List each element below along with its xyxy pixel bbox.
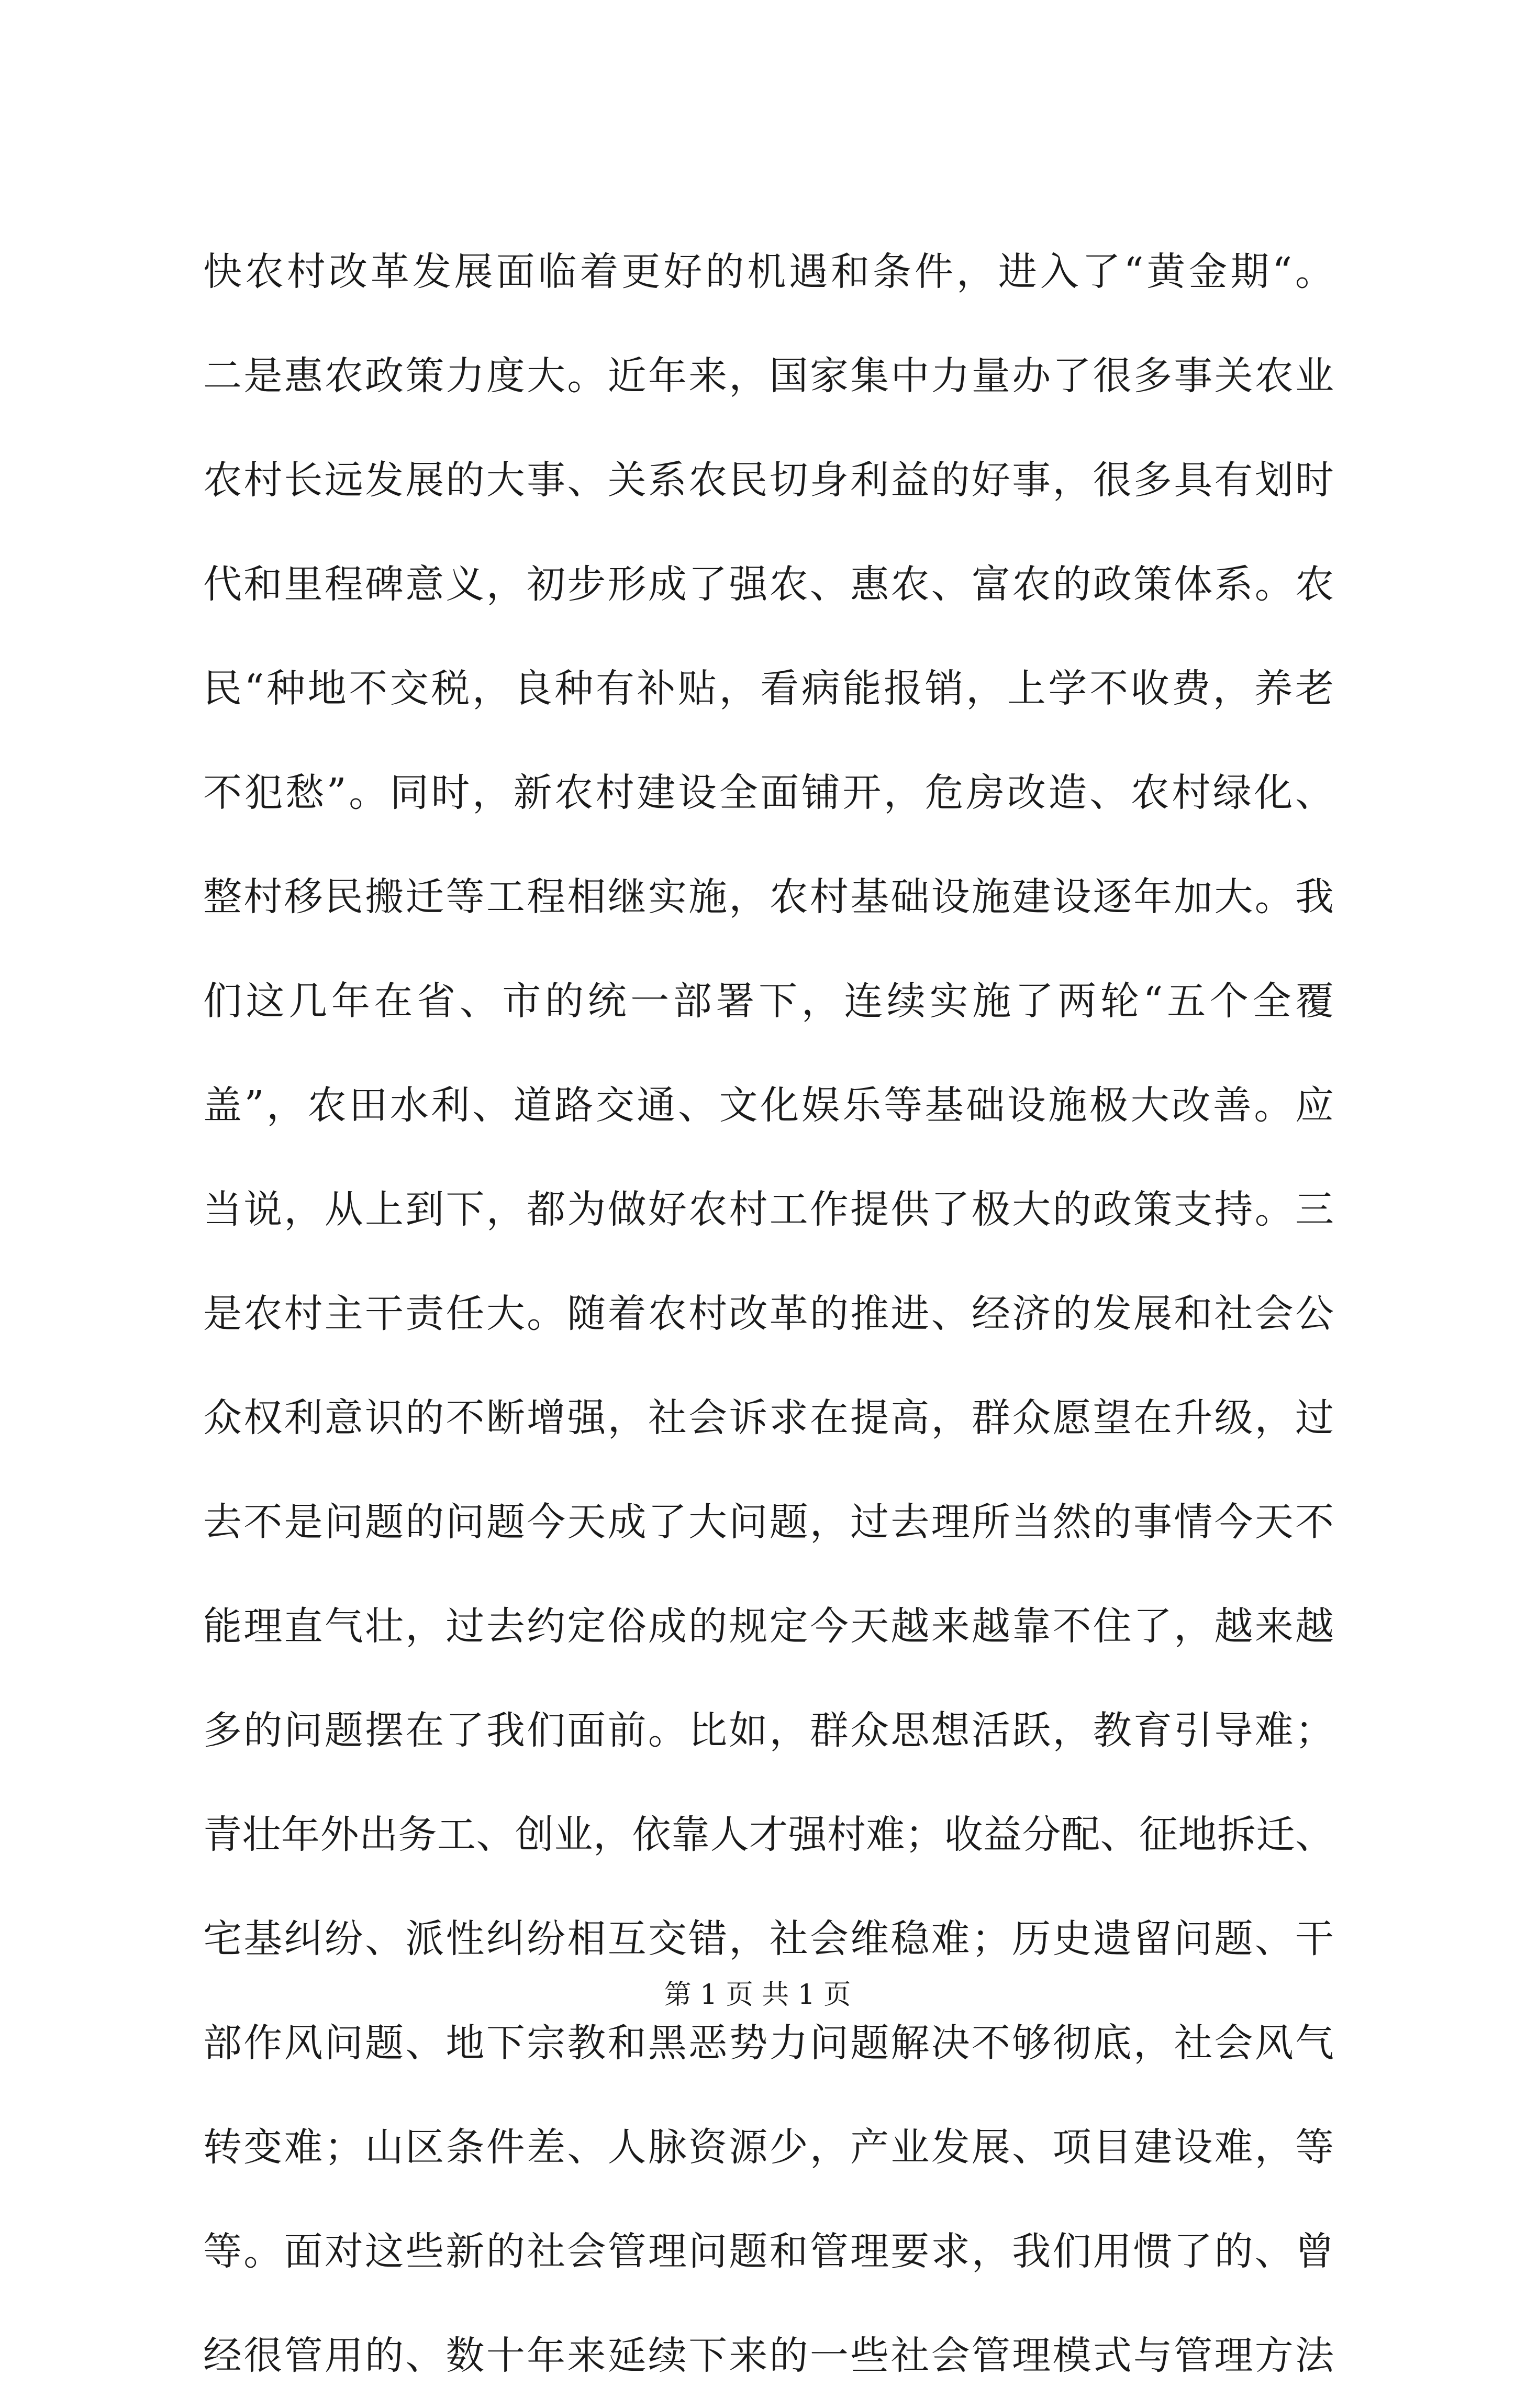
text-line: 整村移民搬迁等工程相继实施，农村基础设施建设逐年加大。我 xyxy=(203,874,1334,919)
text-line: 是农村主干责任大。随着农村改革的推进、经济的发展和社会公 xyxy=(203,1291,1334,1336)
text-line: 经很管用的、数十年来延续下来的一些社会管理模式与管理方法 xyxy=(203,2333,1334,2378)
text-line: 多的问题摆在了我们面前。比如，群众思想活跃，教育引导难； xyxy=(203,1708,1334,1753)
text-line: 等。面对这些新的社会管理问题和管理要求，我们用惯了的、曾 xyxy=(203,2229,1334,2274)
text-line: 不犯愁”。同时，新农村建设全面铺开，危房改造、农村绿化、 xyxy=(203,770,1334,815)
page-footer: 第 1 页 共 1 页 xyxy=(664,1979,851,2011)
text-line: 部作风问题、地下宗教和黑恶势力问题解决不够彻底，社会风气 xyxy=(203,2021,1334,2066)
text-line: 转变难；山区条件差、人脉资源少，产业发展、项目建设难，等 xyxy=(203,2125,1334,2170)
text-line: 能理直气壮，过去约定俗成的规定今天越来越靠不住了，越来越 xyxy=(203,1604,1334,1649)
text-line: 农村长远发展的大事、关系农民切身利益的好事，很多具有划时 xyxy=(203,458,1334,503)
text-line: 众权利意识的不断增强，社会诉求在提高，群众愿望在升级，过 xyxy=(203,1395,1334,1440)
body-text xyxy=(203,220,1334,2408)
text-line: 盖”，农田水利、道路交通、文化娱乐等基础设施极大改善。应 xyxy=(203,1083,1334,1128)
text-line: 宅基纠纷、派性纠纷相互交错，社会维稳难；历史遗留问题、干 xyxy=(203,1916,1334,1961)
text-line: 当说，从上到下，都为做好农村工作提供了极大的政策支持。三 xyxy=(203,1187,1334,1232)
text-line: 去不是问题的问题今天成了大问题，过去理所当然的事情今天不 xyxy=(203,1500,1334,1545)
text-line: 代和里程碑意义，初步形成了强农、惠农、富农的政策体系。农 xyxy=(203,562,1334,607)
text-line: 青壮年外出务工、创业，依靠人才强村难；收益分配、征地拆迁、 xyxy=(203,1812,1334,1857)
text-line: 快农村改革发展面临着更好的机遇和条件，进入了“黄金期“。 xyxy=(203,249,1334,294)
text-line: 二是惠农政策力度大。近年来，国家集中力量办了很多事关农业 xyxy=(203,353,1334,398)
text-line: 民“种地不交税，良种有补贴，看病能报销，上学不收费，养老 xyxy=(203,666,1334,711)
text-line: 们这几年在省、市的统一部署下，连续实施了两轮“五个全覆 xyxy=(203,979,1334,1024)
